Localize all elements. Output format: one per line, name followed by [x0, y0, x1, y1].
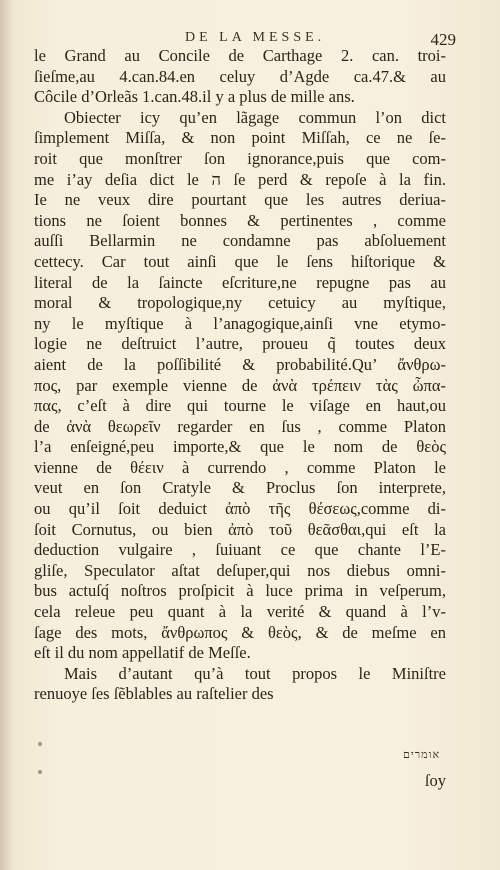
text-line: Ie ne veux dire pourtant que les autres deriua-	[34, 190, 446, 210]
catchword: ſoy	[424, 771, 446, 790]
text-line: bus actuſq́ noſtros proſpicit à luce prima in veſperum,	[34, 581, 446, 601]
text-line: ſimplement Miſſa, & non point Miſſah, ce ne ſe-	[34, 128, 446, 148]
text-line: logie ne deſtruict l’autre, proueu q̃ toutes deux	[34, 334, 446, 354]
text-line: literal de la ſaincte eſcriture,ne repugne pas au	[34, 272, 446, 292]
margin-dot	[38, 770, 42, 774]
text-line: me i’ay deſia dict le ה ſe perd & repoſe à la fin.	[34, 169, 446, 189]
text-line: roit que monſtrer ſon ignorance,puis que com-	[34, 148, 446, 168]
text-line: auſſi Bellarmin ne condamne pas abſoluement	[34, 231, 446, 251]
gutter-shadow	[0, 0, 14, 870]
page-number: 429	[430, 30, 456, 49]
text-line: moral & tropologique,ny cetuicy au myſtique,	[34, 293, 446, 313]
paragraph-start-line: Obiecter icy qu’en lãgage commun l’on dict	[64, 107, 446, 127]
text-line: vienne de θέειν à currendo , comme Platon le	[34, 457, 446, 477]
body-text	[34, 46, 446, 705]
text-line: πος, par exemple vienne de ἀνὰ τρέπειν τὰς ὦπα-	[34, 375, 446, 395]
margin-dot	[38, 742, 42, 746]
text-line: ou qu’il ſoit deduict ἀπὸ τῆς θέσεως,comme di-	[34, 499, 446, 519]
text-line: πας, c’eſt à dire qui tourne le viſage en haut,ou	[34, 396, 446, 416]
text-line: ſieſme,au 4.can.84.en celuy d’Agde ca.47.& au	[34, 66, 446, 86]
paragraph-start-line: Mais d’autant qu’à tout propos le Miniſtre	[64, 663, 446, 683]
text-line: gliſe, Speculator aſtat deſuper,qui nos diebus omni-	[34, 560, 446, 580]
text-line: veut en ſon Cratyle & Proclus ſon interprete,	[34, 478, 446, 498]
text-line: aient de la poſſibilité & probabilité.Qu’ ἄνθρω-	[34, 354, 446, 374]
text-line: l’a enſeigné,peu importe,& que le nom de θεὸς	[34, 437, 446, 457]
hebrew-fragment: אומרים	[403, 748, 441, 761]
text-line: ſoit Cornutus, ou bien ἀπὸ τοῦ θεᾶσθαι,qui eſt la	[34, 519, 446, 539]
text-line: de ἀνὰ θεωρεῖν regarder en ſus , comme Platon	[34, 416, 446, 436]
text-line: cettecy. Car tout ainſi que le ſens hiſtorique &	[34, 251, 446, 271]
text-line: tions ne ſoient bonnes & pertinentes , comme	[34, 210, 446, 230]
text-line: Côcile d’Orleãs 1.can.48.il y a plus de mille ans.	[34, 87, 355, 107]
text-line: cela releue peu quant à la verité & quand à l’v-	[34, 602, 446, 622]
running-head: DE LA MESSE.	[185, 30, 326, 45]
text-line: renuoye ſes ſẽblables au raſtelier des	[34, 684, 274, 704]
text-line: ny le myſtique à l’anagogique,ainſi vne etymo-	[34, 313, 446, 333]
text-line: ſage des mots, ἄνθρωπος & θεὸς, & de meſme en	[34, 622, 446, 642]
text-line: le Grand au Concile de Carthage 2. can. troi-	[34, 46, 446, 65]
text-line: eſt il du nom appellatif de Meſſe.	[34, 643, 251, 663]
text-line: deduction vulgaire , ſuiuant ce que chante l’E-	[34, 540, 446, 560]
